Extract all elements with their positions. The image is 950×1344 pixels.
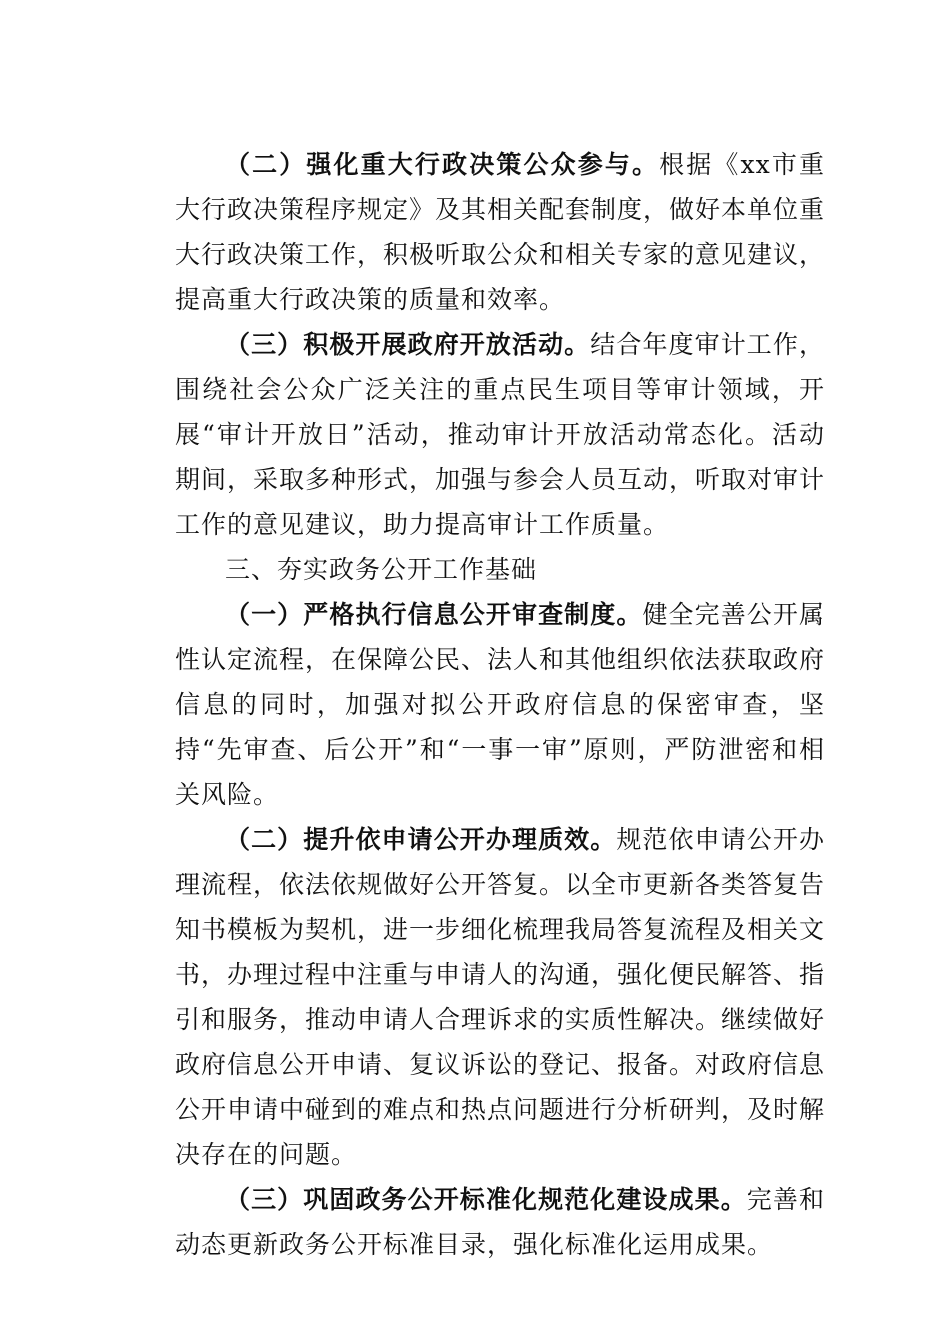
paragraph-open-activities xyxy=(175,322,825,547)
paragraph-heading: （一）严格执行信息公开审查制度。 xyxy=(225,600,643,629)
paragraph-heading: （二）提升依申请公开办理质效。 xyxy=(225,825,617,854)
paragraph-text: 完善和动态更新政务公开标准目录，强化标准化运用成果。 xyxy=(175,1185,825,1259)
paragraph-text: 健全完善公开属性认定流程，在保障公民、法人和其他组织依法获取政府信息的同时，加强对拟公开政府信息的保密审查，坚持“先审查、后公开”和“一事一审”原则，严防泄密和相关风险。 xyxy=(175,600,826,809)
paragraph-review-system xyxy=(175,592,825,817)
paragraph-text: 结合年度审计工作，围绕社会公众广泛关注的重点民生项目等审计领域，开展“审计开放日”活动，推动审计开放活动常态化。活动期间，采取多种形式，加强与参会人员互动，听取对审计工作的意见建议，助力提高审计工作质量。 xyxy=(175,330,826,539)
paragraph-public-participation xyxy=(175,142,825,322)
document-body xyxy=(175,142,825,1267)
paragraph-heading: （三）巩固政务公开标准化规范化建设成果。 xyxy=(225,1185,747,1214)
paragraph-application-handling xyxy=(175,817,825,1177)
paragraph-heading: （二）强化重大行政决策公众参与。 xyxy=(225,150,660,179)
paragraph-standardization xyxy=(175,1177,825,1267)
paragraph-text: 规范依申请公开办理流程，依法依规做好公开答复。以全市更新各类答复告知书模板为契机，进一步细化梳理我局答复流程及相关文书，办理过程中注重与申请人的沟通，强化便民解答、指引和服务，推动申请人合理诉求的实质性解决。继续做好政府信息公开申请、复议诉讼的登记、报备。对政府信息公开申请中碰到的难点和热点问题进行分析研判，及时解决存在的问题。 xyxy=(175,825,826,1169)
section-heading: 三、夯实政务公开工作基础 xyxy=(225,555,538,584)
paragraph-text: 根据《xx市重大行政决策程序规定》及其相关配套制度，做好本单位重大行政决策工作，积极听取公众和相关专家的意见建议，提高重大行政决策的质量和效率。 xyxy=(175,150,826,314)
paragraph-heading: （三）积极开展政府开放活动。 xyxy=(225,330,591,359)
